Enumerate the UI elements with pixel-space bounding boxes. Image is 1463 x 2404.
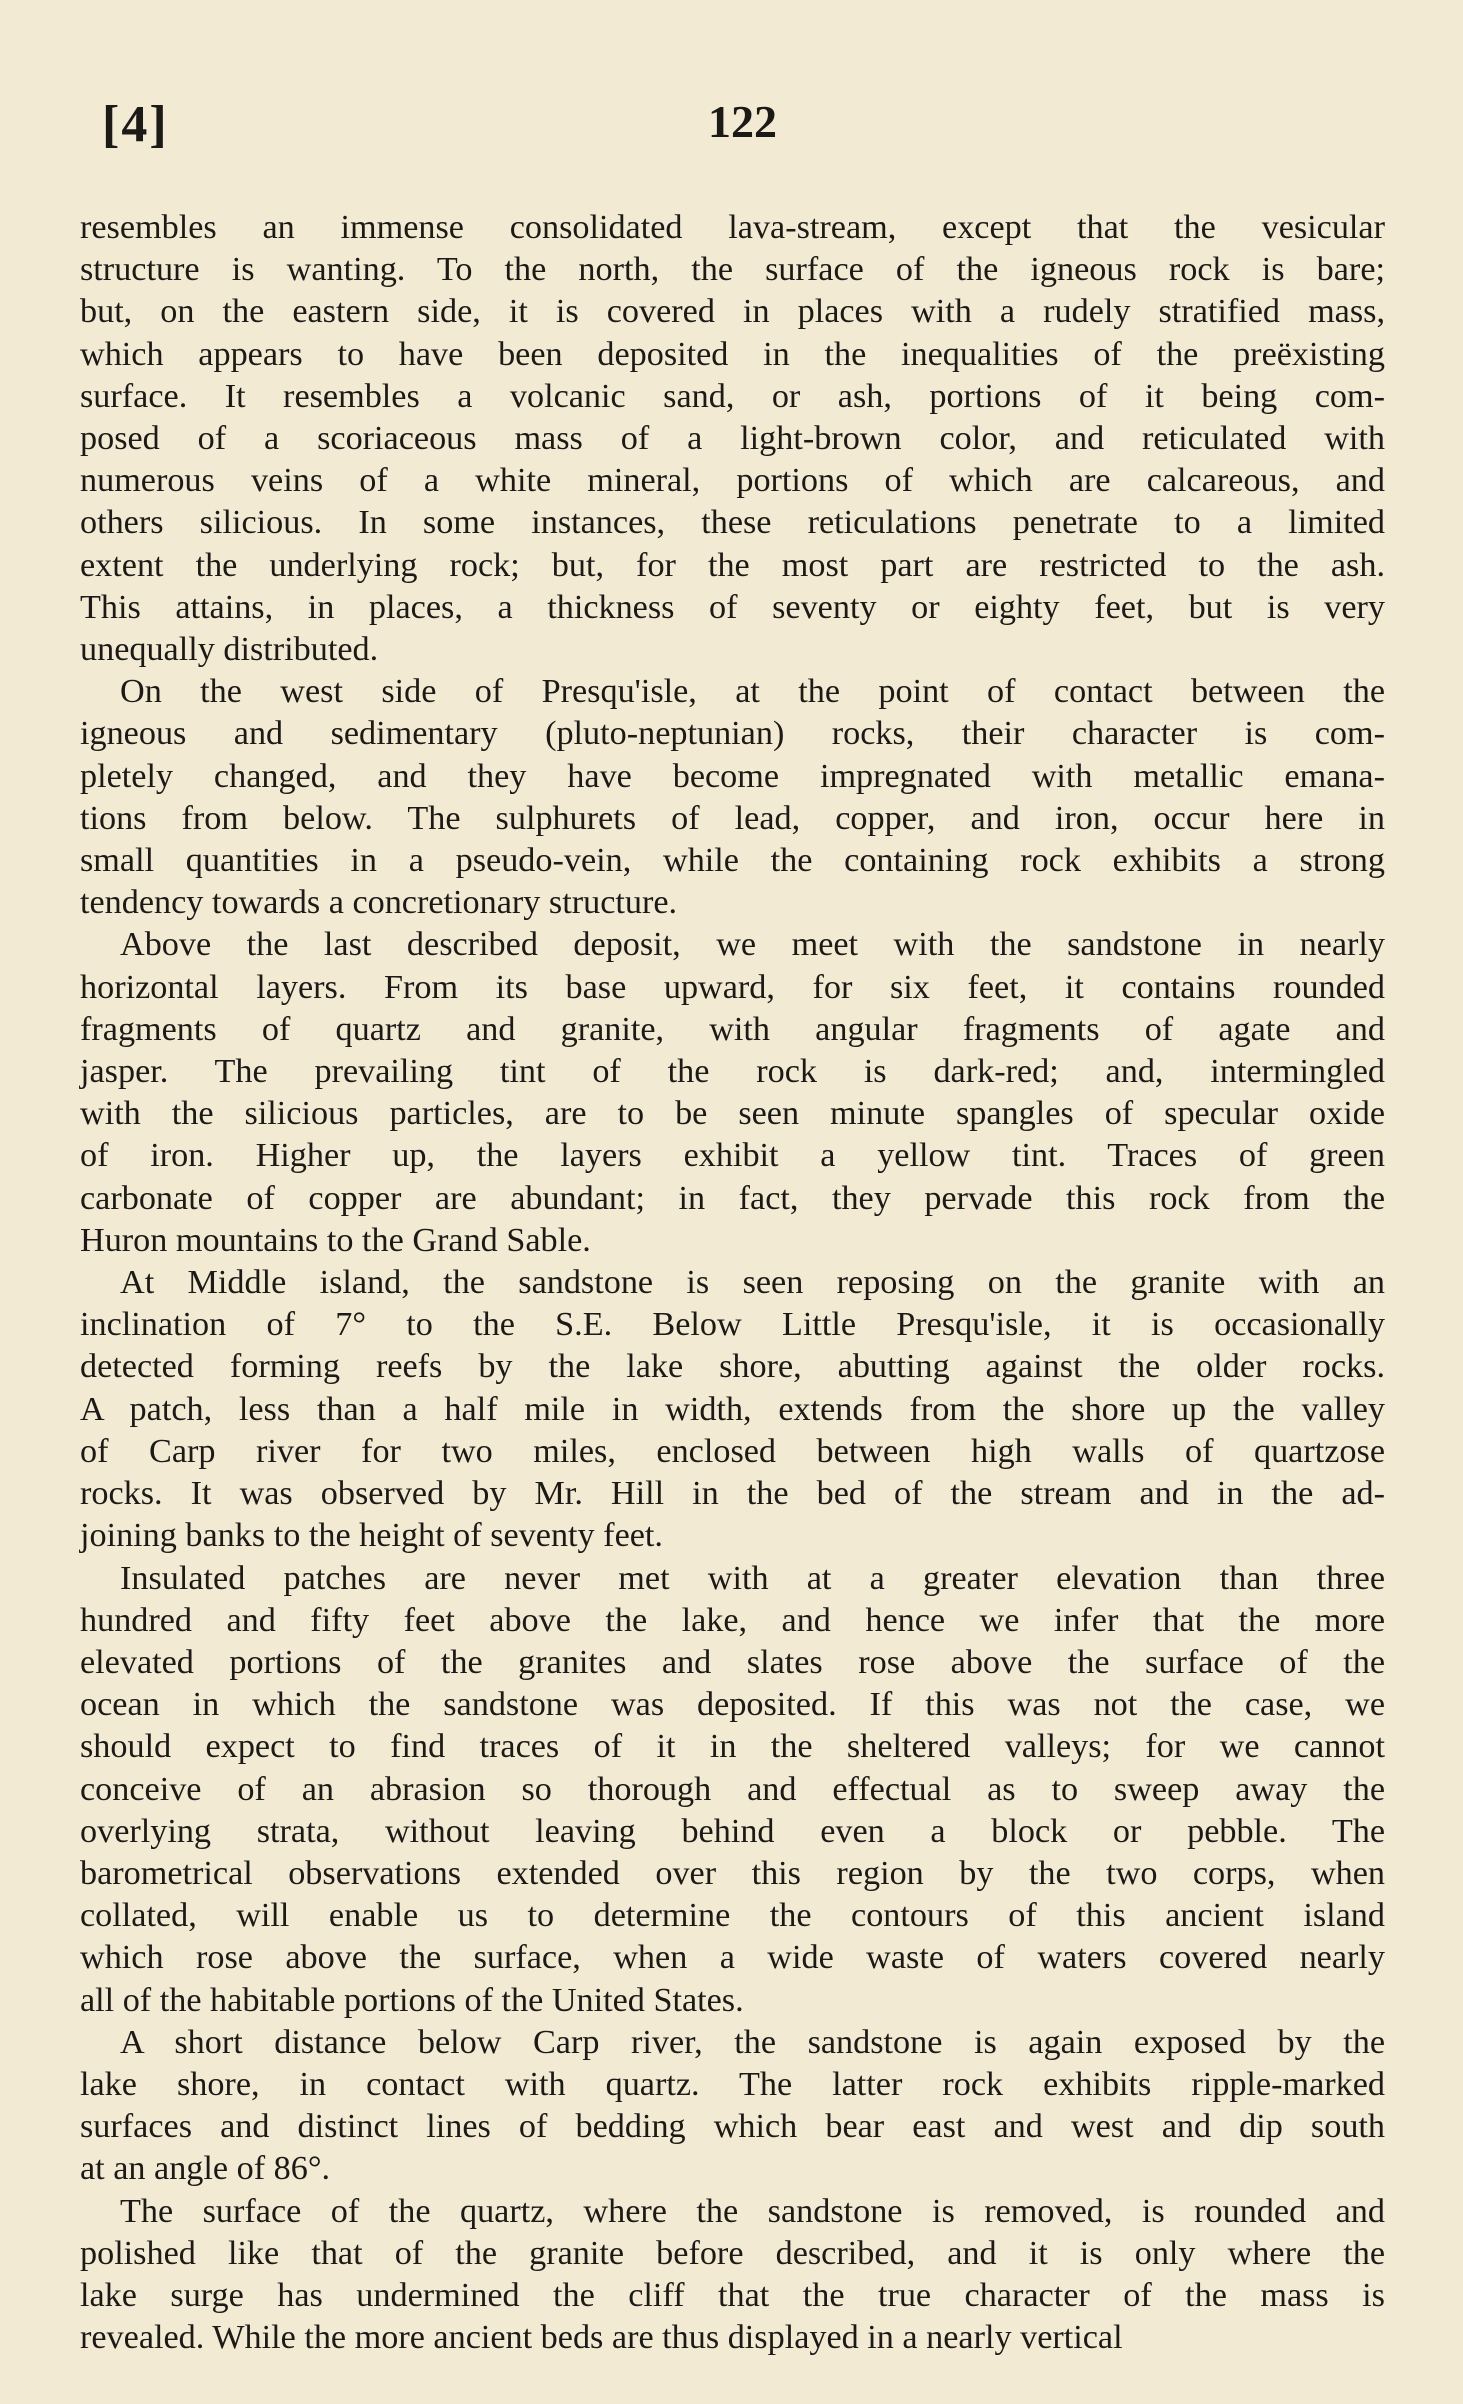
text-line: small quantities in a pseudo-vein, while the containing rock exhibits a strong [80, 842, 1385, 880]
page-header [0, 95, 1463, 155]
text-line: igneous and sedimentary (pluto-neptunian) rocks, their character is com- [80, 715, 1385, 753]
text-line: which rose above the surface, when a wide waste of waters covered nearly [80, 1939, 1385, 1977]
text-line: fragments of quartz and granite, with angular fragments of agate and [80, 1010, 1385, 1048]
text-line: lake surge has undermined the cliff that the true character of the mass is [80, 2276, 1385, 2314]
text-line: all of the habitable portions of the United States. [80, 1981, 744, 2019]
text-line: tions from below. The sulphurets of lead, copper, and iron, occur here in [80, 799, 1385, 837]
text-line: polished like that of the granite before described, and it is only where the [80, 2234, 1385, 2272]
paragraph [80, 2191, 1385, 2360]
text-line: unequally distributed. [80, 631, 379, 669]
text-line: pletely changed, and they have become impregnated with metallic emana- [80, 757, 1385, 795]
text-line: inclination of 7° to the S.E. Below Little Presqu'isle, it is occasionally [80, 1306, 1385, 1344]
text-line: Huron mountains to the Grand Sable. [80, 1221, 591, 1259]
page-number: 122 [708, 96, 777, 147]
paragraph [80, 671, 1385, 924]
text-line: At Middle island, the sandstone is seen reposing on the granite with an [120, 1264, 1385, 1302]
text-line: resembles an immense consolidated lava-stream, except that the vesicular [80, 209, 1385, 246]
text-line: Insulated patches are never met with at a greater elevation than three [120, 1559, 1385, 1597]
text-line: should expect to find traces of it in the sheltered valleys; for we cannot [80, 1728, 1385, 1766]
text-line: hundred and fifty feet above the lake, and hence we infer that the more [80, 1601, 1385, 1639]
text-line: which appears to have been deposited in the inequalities of the preëxisting [80, 335, 1385, 373]
text-line: joining banks to the height of seventy feet. [80, 1517, 663, 1555]
text-line: numerous veins of a white mineral, portions of which are calcareous, and [80, 462, 1385, 500]
text-line: barometrical observations extended over this region by the two corps, when [80, 1854, 1385, 1892]
text-line: revealed. While the more ancient beds are thus displayed in a nearly vertical [80, 2319, 1123, 2357]
text-line: but, on the eastern side, it is covered in places with a rudely stratified mass, [80, 293, 1385, 331]
text-line: A short distance below Carp river, the sandstone is again exposed by the [120, 2023, 1385, 2061]
text-line: extent the underlying rock; but, for the most part are restricted to the ash. [80, 546, 1385, 584]
text-line: posed of a scoriaceous mass of a light-brown color, and reticulated with [80, 420, 1385, 458]
text-line: Above the last described deposit, we meet with the sandstone in nearly [120, 926, 1385, 964]
text-line: structure is wanting. To the north, the surface of the igneous rock is bare; [80, 251, 1385, 289]
text-line: surface. It resembles a volcanic sand, or ash, portions of it being com- [80, 377, 1385, 415]
paragraph [80, 207, 1385, 671]
text-line: detected forming reefs by the lake shore, abutting against the older rocks. [80, 1348, 1385, 1386]
text-line: elevated portions of the granites and slates rose above the surface of the [80, 1643, 1385, 1681]
text-line: The surface of the quartz, where the sandstone is removed, is rounded and [120, 2192, 1385, 2230]
text-line: of iron. Higher up, the layers exhibit a yellow tint. Traces of green [80, 1137, 1385, 1175]
text-line: On the west side of Presqu'isle, at the point of contact between the [120, 673, 1385, 711]
text-line: with the silicious particles, are to be seen minute spangles of specular oxide [80, 1095, 1385, 1133]
paragraph [80, 2022, 1385, 2191]
document-number: [4] [102, 96, 169, 153]
text-line: others silicious. In some instances, these reticulations penetrate to a limited [80, 504, 1385, 542]
text-line: collated, will enable us to determine the contours of this ancient island [80, 1897, 1385, 1935]
paragraph [80, 1262, 1385, 1557]
paragraph [80, 1558, 1385, 2022]
text-line: surfaces and distinct lines of bedding which bear east and west and dip south [80, 2108, 1385, 2146]
paragraph [80, 924, 1385, 1262]
text-line: This attains, in places, a thickness of seventy or eighty feet, but is very [80, 588, 1385, 626]
text-line: A patch, less than a half mile in width, extends from the shore up the valley [80, 1390, 1385, 1428]
text-line: at an angle of 86°. [80, 2150, 331, 2188]
text-line: ocean in which the sandstone was deposited. If this was not the case, we [80, 1686, 1385, 1724]
body-text [80, 207, 1385, 2359]
text-line: rocks. It was observed by Mr. Hill in the bed of the stream and in the ad- [80, 1475, 1385, 1513]
text-line: lake shore, in contact with quartz. The latter rock exhibits ripple-marked [80, 2065, 1385, 2103]
text-line: of Carp river for two miles, enclosed between high walls of quartzose [80, 1432, 1385, 1470]
text-line: conceive of an abrasion so thorough and effectual as to sweep away the [80, 1770, 1385, 1808]
text-line: horizontal layers. From its base upward, for six feet, it contains rounded [80, 968, 1385, 1006]
text-line: tendency towards a concretionary structure. [80, 884, 678, 922]
text-line: carbonate of copper are abundant; in fact, they pervade this rock from the [80, 1179, 1385, 1217]
text-line: jasper. The prevailing tint of the rock is dark-red; and, intermingled [80, 1053, 1385, 1091]
text-line: overlying strata, without leaving behind even a block or pebble. The [80, 1812, 1385, 1850]
